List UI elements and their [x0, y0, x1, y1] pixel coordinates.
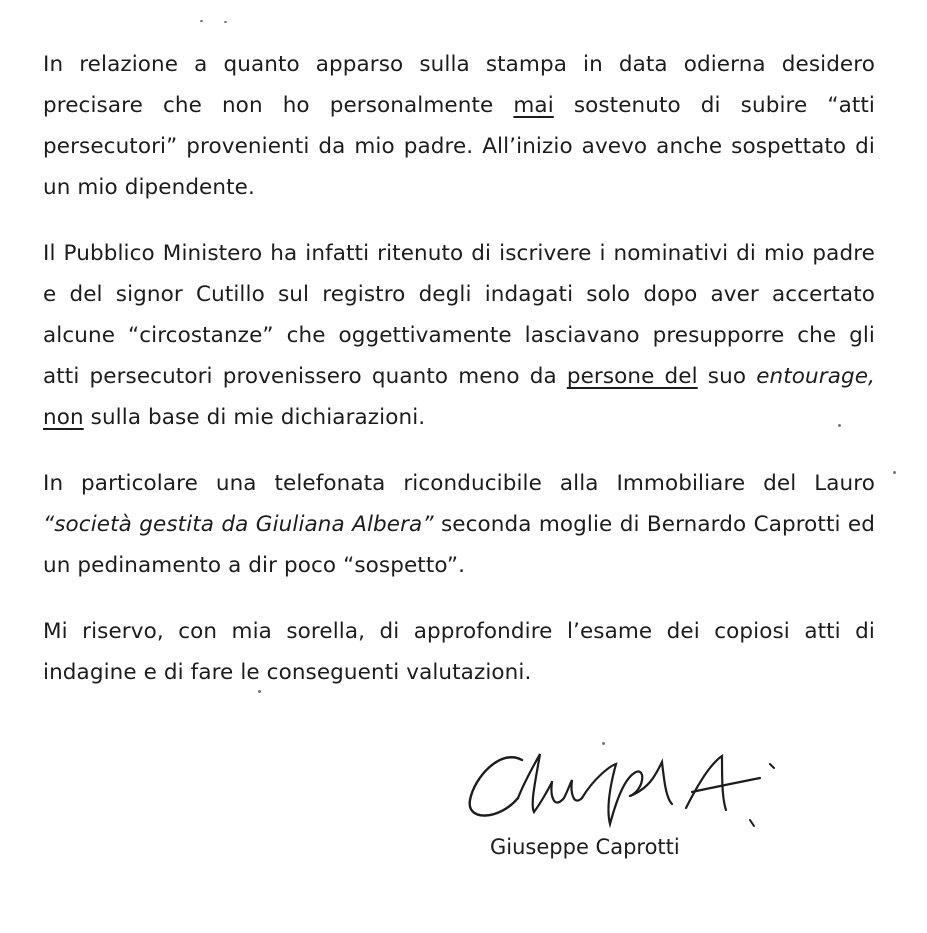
paragraph-2-text-a: Il Pubblico Ministero ha infatti ritenuto di iscrivere i nominativi di mio padre e del signor Cutillo sul registro degli indagati solo dopo aver accertato alcune “circostanze” che oggettivamente lasciavano presupporre che gli atti persecutori provenissero quanto meno da — [43, 241, 875, 389]
handwritten-signature — [460, 738, 800, 838]
scan-speck — [602, 742, 605, 745]
paragraph-1-text-a: In relazione a quanto apparso sulla stampa in data odierna desidero precisare che non ho personalmente — [43, 52, 875, 118]
paragraph-1-underlined-word: mai — [513, 93, 554, 118]
paragraph-2-underlined-word: non — [43, 405, 84, 430]
paragraph-2-underlined-phrase: persone del — [566, 364, 698, 389]
paragraph-2-text-b: suo — [697, 364, 757, 389]
paragraph-3-text-a: In particolare una telefonata riconducibile alla Immobiliare del Lauro — [43, 471, 875, 496]
paragraph-2-text-d: sulla base di mie dichiarazioni. — [83, 405, 426, 430]
paragraph-4 — [43, 611, 875, 693]
paragraph-1 — [43, 44, 875, 208]
paragraph-4-text: Mi riservo, con mia sorella, di approfondire l’esame dei copiosi atti di indagine e di fare le conseguenti valutazioni. — [43, 619, 875, 685]
scan-speck — [893, 471, 896, 474]
paragraph-2 — [43, 233, 875, 438]
scan-speck — [200, 20, 203, 22]
paragraph-3-italic-phrase: “società gestita da Giuliana Albera” — [43, 512, 434, 537]
paragraph-3 — [43, 463, 875, 586]
signer-name: Giuseppe Caprotti — [490, 835, 680, 859]
paragraph-2-italic-word: entourage, — [756, 364, 875, 389]
paragraph-3-text-b: seconda moglie di Bernardo Caprotti ed un pedinamento a dir poco “sospetto”. — [43, 512, 876, 578]
letter-body — [43, 44, 875, 718]
signature-drawing — [460, 738, 800, 838]
paragraph-1-text-b: sostenuto di subire “atti persecutori” provenienti da mio padre. All’inizio avevo anche sospettato di un mio dipendente. — [43, 93, 875, 200]
scan-speck — [258, 690, 261, 693]
scan-speck — [224, 21, 227, 23]
scan-speck — [838, 424, 841, 427]
